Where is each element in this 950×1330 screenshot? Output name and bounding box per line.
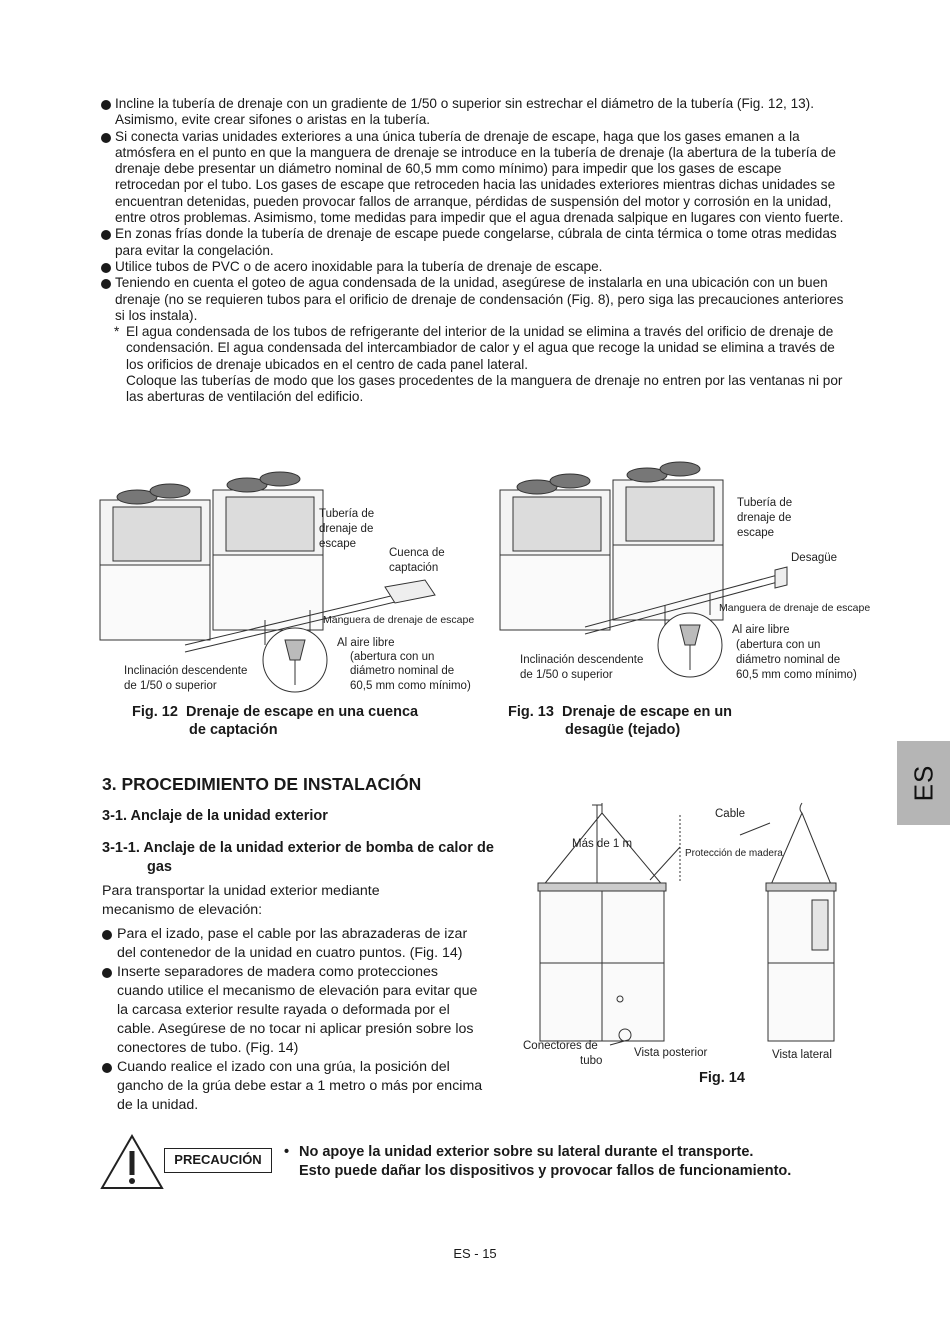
subsubsection-title: 3-1-1. Anclaje de la unidad exterior de bomba de calor de gas bbox=[102, 840, 494, 875]
fig13-caption: Fig. 13 Drenaje de escape en un desagüe (tejado) bbox=[508, 704, 733, 738]
list-item: Inserte separadores de madera como protecciones cuando utilice el mecanismo de elevación para evitar que la carcasa exterior resulte rayada o deformada por el cable. Asegúrese de no tocar ni aplicar presión sobre los conectores de tubo. (Fig. 14) bbox=[102, 963, 487, 1058]
list-item: Incline la tubería de drenaje con un gradiente de 1/50 o superior sin estrechar el diámetro de la tubería (Fig. 12, 13). Asimismo, evite crear sifones o aristas en la tubería. bbox=[88, 96, 848, 129]
language-tab: ES bbox=[897, 741, 950, 825]
fig12-label-air: 60,5 mm como mínimo) bbox=[350, 680, 471, 692]
fig13-label-slope: Inclinación descendente bbox=[520, 654, 644, 666]
subsection-title: 3-1. Anclaje de la unidad exterior bbox=[102, 808, 328, 824]
note-paragraph: El agua condensada de los tubos de refrigerante del interior de la unidad se elimina a través del orificio de drenaje de condensación. El agua condensada del intercambiador de calor y el agua que recoge la unidad se elimina a través de los orificios de drenaje ubicados en el centro de cada panel lateral. bbox=[126, 324, 835, 372]
bullet-dot bbox=[101, 230, 111, 240]
bullet-dot bbox=[101, 279, 111, 289]
bullet-dot bbox=[102, 1063, 112, 1073]
fig12-drawing bbox=[95, 455, 495, 705]
bullet-dot bbox=[101, 133, 111, 143]
fig13-label-slope: de 1/50 o superior bbox=[520, 669, 613, 681]
fig13-label-hose: Manguera de drenaje de escape bbox=[719, 602, 871, 614]
fig14-label-height: Más de 1 m bbox=[572, 838, 633, 850]
fig13-label-pipe: Tubería de bbox=[737, 497, 793, 509]
bullet-dot bbox=[101, 100, 111, 110]
fig12-caption: Fig. 12 Drenaje de escape en una cuenca de captación bbox=[132, 704, 419, 738]
fig12-label-air: diámetro nominal de bbox=[350, 665, 455, 677]
fig14-caption: Fig. 14 bbox=[699, 1070, 745, 1086]
fig12-label-slope: Inclinación descendente bbox=[124, 665, 248, 677]
fig12-label-basin: Cuenca de bbox=[389, 547, 445, 559]
fig12-label-hose: Manguera de drenaje de escape bbox=[323, 614, 475, 626]
fig13-label-air: Al aire libre bbox=[732, 624, 790, 636]
warning-triangle-icon bbox=[99, 1133, 165, 1191]
list-item: Utilice tubos de PVC o de acero inoxidable para la tubería de drenaje de escape. bbox=[88, 259, 848, 275]
fig12-label-pipe: drenaje de bbox=[319, 523, 374, 535]
fig14-label-cable: Cable bbox=[715, 808, 746, 820]
caution-text: • No apoye la unidad exterior sobre su lateral durante el transporte. Esto puede dañar los dispositivos y provocar fallos de funcionamiento. bbox=[284, 1144, 792, 1179]
fig13-label-air: diámetro nominal de bbox=[736, 654, 841, 666]
fig13-label-pipe: escape bbox=[737, 527, 775, 539]
fig12-label-pipe: escape bbox=[319, 538, 357, 550]
bullet-dot bbox=[102, 930, 112, 940]
fig13-label-air: 60,5 mm como mínimo) bbox=[736, 669, 857, 681]
fig12-label-basin: captación bbox=[389, 562, 439, 574]
list-item: En zonas frías donde la tubería de drenaje de escape puede congelarse, cúbrala de cinta térmica o tome otras medidas para evitar la congelación. bbox=[88, 226, 848, 259]
fig14-label-connectors: Conectores de bbox=[523, 1040, 598, 1052]
list-item: Para el izado, pase el cable por las abrazaderas de izar del contenedor de la unidad en cuatro puntos. (Fig. 14) bbox=[102, 925, 487, 963]
bullet-dot bbox=[102, 968, 112, 978]
section-title: 3. PROCEDIMIENTO DE INSTALACIÓN bbox=[102, 774, 422, 794]
bullet-dot bbox=[101, 263, 111, 273]
fig13-drawing bbox=[495, 445, 875, 695]
list-item: Cuando realice el izado con una grúa, la posición del gancho de la grúa debe estar a 1 metro o más por encima de la unidad. bbox=[102, 1058, 487, 1115]
fig14-label-wood: Protección de madera bbox=[685, 848, 783, 859]
list-item: Teniendo en cuenta el goteo de agua condensada de la unidad, asegúrese de instalarla en una ubicación con un buen drenaje (no se requieren tubos para el orificio de drenaje de condensación (Fig. 8), pero siga las precauciones anteriores si los instala). bbox=[88, 275, 848, 324]
transport-list bbox=[102, 925, 487, 1115]
note-marker: * bbox=[114, 324, 120, 340]
fig14-label-rear: Vista posterior bbox=[634, 1047, 708, 1059]
caution-bullet: • bbox=[284, 1144, 290, 1160]
fig13-label-air: (abertura con un bbox=[736, 639, 821, 651]
drain-instructions bbox=[88, 96, 848, 406]
fig12-label-slope: de 1/50 o superior bbox=[124, 680, 217, 692]
fig12-label-pipe: Tubería de bbox=[319, 508, 375, 520]
condensation-note bbox=[88, 324, 848, 405]
fig14-drawing bbox=[520, 795, 850, 1070]
transport-intro: Para transportar la unidad exterior mediante mecanismo de elevación: bbox=[102, 883, 380, 918]
list-item: Si conecta varias unidades exteriores a una única tubería de drenaje de escape, haga que los gases emanen a la atmósfera en el punto en que la manguera de drenaje se introduce en la tubería de drenaje (la abertura de la tubería de drenaje debe presentar un diámetro nominal de 60,5 mm como mínimo) para impedir que los gases de escape retrocedan por el tubo. Los gases de escape que retroceden hacia las unidades exteriores mientras dichas unidades se encuentran detenidas, pueden provocar fallos de arranque, pérdidas de suspensión del motor y corrosión en la unidad, entre otros problemas. Asimismo, tome medidas para impedir que el agua drenada salpique en lugares con viento fuerte. bbox=[88, 129, 848, 227]
fig13-label-pipe: drenaje de bbox=[737, 512, 792, 524]
caution-label: PRECAUCIÓN bbox=[164, 1148, 272, 1173]
fig12-label-air: (abertura con un bbox=[350, 651, 435, 663]
fig13-label-drain: Desagüe bbox=[791, 552, 838, 564]
page-number: ES - 15 bbox=[453, 1246, 497, 1261]
note-paragraph: Coloque las tuberías de modo que los gases procedentes de la manguera de drenaje no entren por las ventanas ni por las aberturas de ventilación del edificio. bbox=[126, 373, 843, 405]
fig14-label-side: Vista lateral bbox=[772, 1049, 832, 1061]
fig12-label-air: Al aire libre bbox=[337, 637, 395, 649]
fig14-label-connectors: tubo bbox=[580, 1055, 603, 1067]
